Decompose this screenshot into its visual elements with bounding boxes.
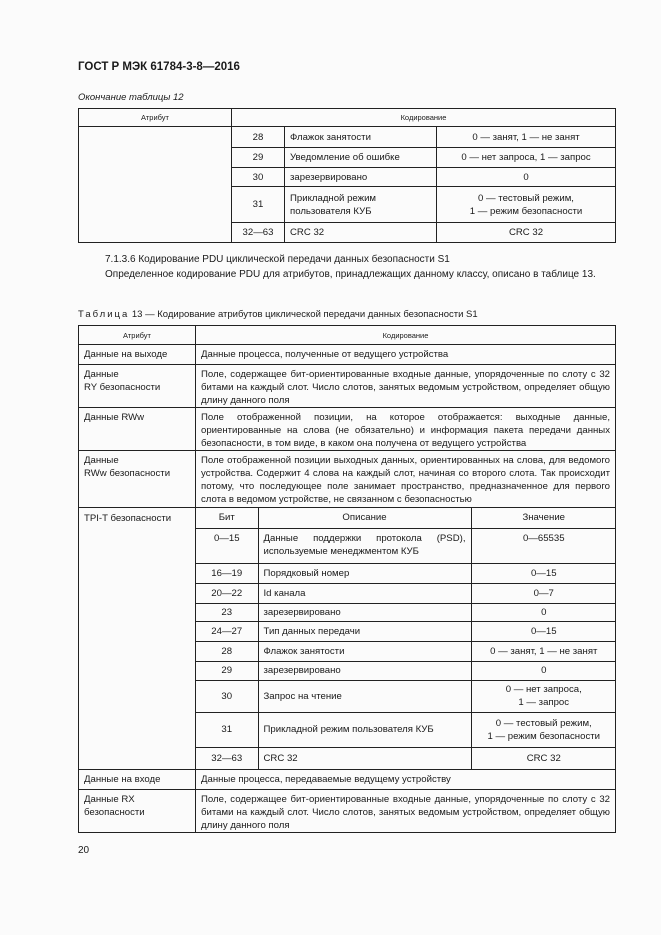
- value-cell: 0 — тестовый режим, 1 — режим безопасности: [471, 712, 616, 747]
- attribute-cell: Данные RY безопасности: [79, 365, 196, 408]
- value-cell: 0 — нет запроса, 1 — запрос: [437, 148, 616, 168]
- table-row: [79, 127, 616, 148]
- column-header-description: Описание: [258, 508, 471, 528]
- attribute-cell: Данные RWw безопасности: [79, 451, 196, 508]
- description-cell: CRC 32: [285, 223, 437, 243]
- attribute-cell: Данные RWw: [79, 408, 196, 451]
- value-cell: 0—7: [471, 583, 616, 603]
- description-cell: CRC 32: [258, 747, 471, 769]
- subtable-header-row: [196, 508, 616, 528]
- attribute-cell: Данные на входе: [79, 770, 196, 790]
- document-title: ГОСТ Р МЭК 61784-3-8—2016: [78, 61, 240, 73]
- bit-cell: 29: [196, 661, 258, 680]
- bit-cell: 24—27: [196, 621, 258, 641]
- description-cell: зарезервировано: [258, 603, 471, 621]
- bit-cell: 28: [196, 641, 258, 661]
- table-row: [79, 770, 616, 790]
- bit-cell: 16—19: [196, 563, 258, 583]
- tpi-subtable: [196, 508, 616, 769]
- bit-cell: 30: [232, 168, 285, 187]
- bit-cell: 31: [196, 712, 258, 747]
- description-cell: Прикладной режим пользователя КУБ: [285, 187, 437, 223]
- value-cell: 0 — занят, 1 — не занят: [437, 127, 616, 148]
- table-13-caption-label: Таблица: [78, 309, 130, 320]
- attribute-cell: Данные на выходе: [79, 345, 196, 365]
- subtable-row: [196, 621, 616, 641]
- description-cell: Данные поддержки протокола (PSD), используемые менеджментом КУБ: [258, 528, 471, 563]
- table-row: [79, 451, 616, 508]
- column-header-bit: Бит: [196, 508, 258, 528]
- table-row: [79, 345, 616, 365]
- value-cell: 0—15: [471, 621, 616, 641]
- value-cell: 0—65535: [471, 528, 616, 563]
- value-cell: 0—15: [471, 563, 616, 583]
- table-row: [79, 790, 616, 833]
- bit-cell: 23: [196, 603, 258, 621]
- table-13: [78, 325, 616, 833]
- coding-cell: Поле отображенной позиции, на которое отображается: выходные данные, ориентированные на слова (не обязательно) и информация пакета передачи данных безопасности, в том виде, в каком она получена от ведущего устройства: [196, 408, 616, 451]
- attribute-cell: Данные RX безопасности: [79, 790, 196, 833]
- column-header-coding: Кодирование: [232, 109, 616, 127]
- coding-cell: Данные процесса, передаваемые ведущему устройству: [196, 770, 616, 790]
- value-cell: 0: [471, 661, 616, 680]
- value-cell: CRC 32: [471, 747, 616, 769]
- subtable-row: [196, 583, 616, 603]
- value-cell: CRC 32: [437, 223, 616, 243]
- subtable-row: [196, 661, 616, 680]
- coding-cell: Поле, содержащее бит-ориентированные входные данные, упорядоченные по слоту с 32 битами на каждый слот. Число слотов, занятых ведомым устройством, определяет общую длину данного поля: [196, 790, 616, 833]
- coding-cell: Данные процесса, полученные от ведущего устройства: [196, 345, 616, 365]
- subtable-row: [196, 603, 616, 621]
- column-header-attribute: Атрибут: [79, 326, 196, 345]
- table-row: [79, 365, 616, 408]
- column-header-value: Значение: [471, 508, 616, 528]
- value-cell: 0 — нет запроса, 1 — запрос: [471, 680, 616, 712]
- section-heading: 7.1.3.6 Кодирование PDU циклической передачи данных безопасности S1: [105, 254, 450, 265]
- attribute-cell: [79, 127, 232, 243]
- column-header-attribute: Атрибут: [79, 109, 232, 127]
- subtable-row: [196, 641, 616, 661]
- tpi-subtable-cell: [196, 508, 616, 770]
- subtable-row: [196, 747, 616, 769]
- table-12-caption: Окончание таблицы 12: [78, 92, 184, 103]
- subtable-row: [196, 680, 616, 712]
- bit-cell: 30: [196, 680, 258, 712]
- description-cell: зарезервировано: [285, 168, 437, 187]
- subtable-row: [196, 528, 616, 563]
- bit-cell: 28: [232, 127, 285, 148]
- bit-cell: 0—15: [196, 528, 258, 563]
- description-cell: Порядковый номер: [258, 563, 471, 583]
- table-13-caption: [78, 309, 478, 320]
- description-cell: Id канала: [258, 583, 471, 603]
- bit-cell: 32—63: [196, 747, 258, 769]
- description-cell: Флажок занятости: [285, 127, 437, 148]
- attribute-cell: TPI-T безопасности: [79, 508, 196, 770]
- coding-cell: Поле, содержащее бит-ориентированные входные данные, упорядоченные по слоту с 32 битами на каждый слот. Число слотов, занятых ведомым устройством, определяет общую длину данного поля: [196, 365, 616, 408]
- description-cell: Флажок занятости: [258, 641, 471, 661]
- bit-cell: 20—22: [196, 583, 258, 603]
- value-cell: 0: [471, 603, 616, 621]
- description-cell: Запрос на чтение: [258, 680, 471, 712]
- subtable-row: [196, 563, 616, 583]
- subtable-row: [196, 712, 616, 747]
- description-cell: Прикладной режим пользователя КУБ: [258, 712, 471, 747]
- description-cell: Уведомление об ошибке: [285, 148, 437, 168]
- column-header-coding: Кодирование: [196, 326, 616, 345]
- bit-cell: 31: [232, 187, 285, 223]
- bit-cell: 32—63: [232, 223, 285, 243]
- bit-cell: 29: [232, 148, 285, 168]
- table-row: [79, 408, 616, 451]
- section-paragraph: Определенное кодирование PDU для атрибутов, принадлежащих данному классу, описано в таблице 13.: [105, 269, 596, 280]
- page-number: 20: [78, 845, 90, 856]
- table-12: [78, 108, 616, 243]
- value-cell: 0 — тестовый режим, 1 — режим безопасности: [437, 187, 616, 223]
- coding-cell: Поле отображенной позиции выходных данных, ориентированных на слова, для ведомого устройства. Содержит 4 слова на каждый слот, начиная со второго слота. Так происходит потому, что последующее поле занимает пространство, предназначенное для первого слота в ведомом устройстве, не связанном с безопасностью: [196, 451, 616, 508]
- table-row-tpi-t: [79, 508, 616, 770]
- value-cell: 0 — занят, 1 — не занят: [471, 641, 616, 661]
- value-cell: 0: [437, 168, 616, 187]
- description-cell: зарезервировано: [258, 661, 471, 680]
- table-13-caption-text: 13 — Кодирование атрибутов циклической передачи данных безопасности S1: [131, 309, 478, 320]
- description-cell: Тип данных передачи: [258, 621, 471, 641]
